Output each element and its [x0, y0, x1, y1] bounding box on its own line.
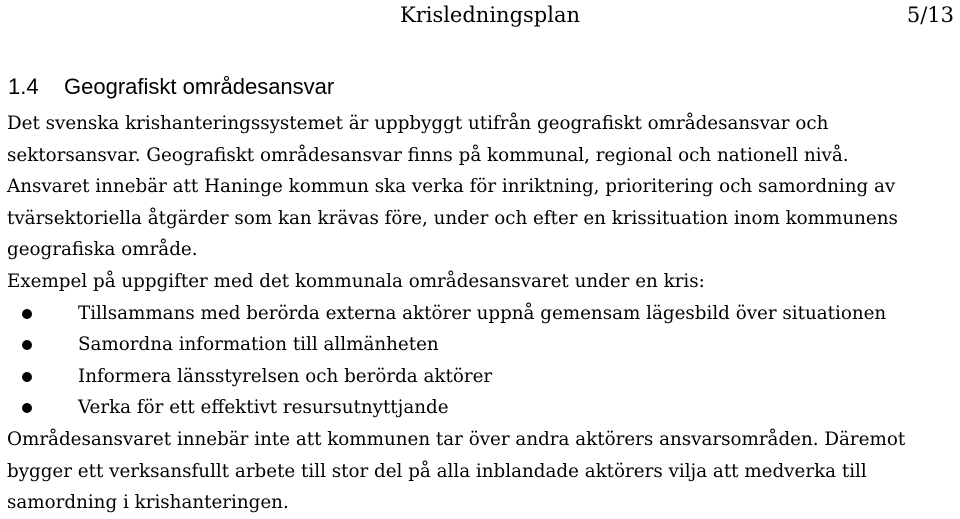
page-number: 5/13	[906, 3, 954, 27]
paragraph-examples-intro: Exempel på uppgifter med det kommunala områdesansvaret under en kris:	[7, 270, 705, 292]
paragraph-intro: Det svenska krishanteringssystemet är uppbyggt utifrån geografiskt områdesansvar och sektorsansvar. Geografiskt områdesansvar finns på kommunal, regional och nationell nivå.	[7, 113, 849, 166]
page-header	[0, 2, 960, 28]
bullet-icon	[22, 340, 32, 350]
list-item-text: Samordna information till allmänheten	[78, 334, 439, 356]
section-title: Geografiskt områdesansvar	[64, 74, 335, 99]
list-item	[7, 298, 955, 330]
list-item	[7, 361, 955, 393]
section-body	[7, 108, 955, 519]
list-item-text: Informera länsstyrelsen och berörda aktörer	[78, 365, 493, 387]
list-item	[7, 329, 955, 361]
document-title: Krisledningsplan	[400, 3, 580, 27]
bullet-icon	[22, 309, 32, 319]
paragraph-responsibility: Ansvaret innebär att Haninge kommun ska verka för inriktning, prioritering och samordning av tvärsektoriella åtgärder som kan krävas före, under och efter en krissituation inom kommunens geografiska område.	[7, 176, 898, 261]
task-list	[7, 298, 955, 424]
paragraph-closing: Områdesansvaret innebär inte att kommunen tar över andra aktörers ansvarsområden. Däremot bygger ett verksansfullt arbete till stor del på alla inblandade aktörers vilja att medverka till samordning i krishanteringen.	[7, 428, 906, 514]
section-number: 1.4	[8, 74, 39, 99]
list-item	[7, 392, 955, 424]
bullet-icon	[22, 372, 32, 382]
list-item-text: Verka för ett effektivt resursutnyttjande	[78, 397, 449, 419]
bullet-icon	[22, 403, 32, 413]
list-item-text: Tillsammans med berörda externa aktörer uppnå gemensam lägesbild över situationen	[78, 302, 887, 324]
section-heading	[8, 73, 334, 101]
